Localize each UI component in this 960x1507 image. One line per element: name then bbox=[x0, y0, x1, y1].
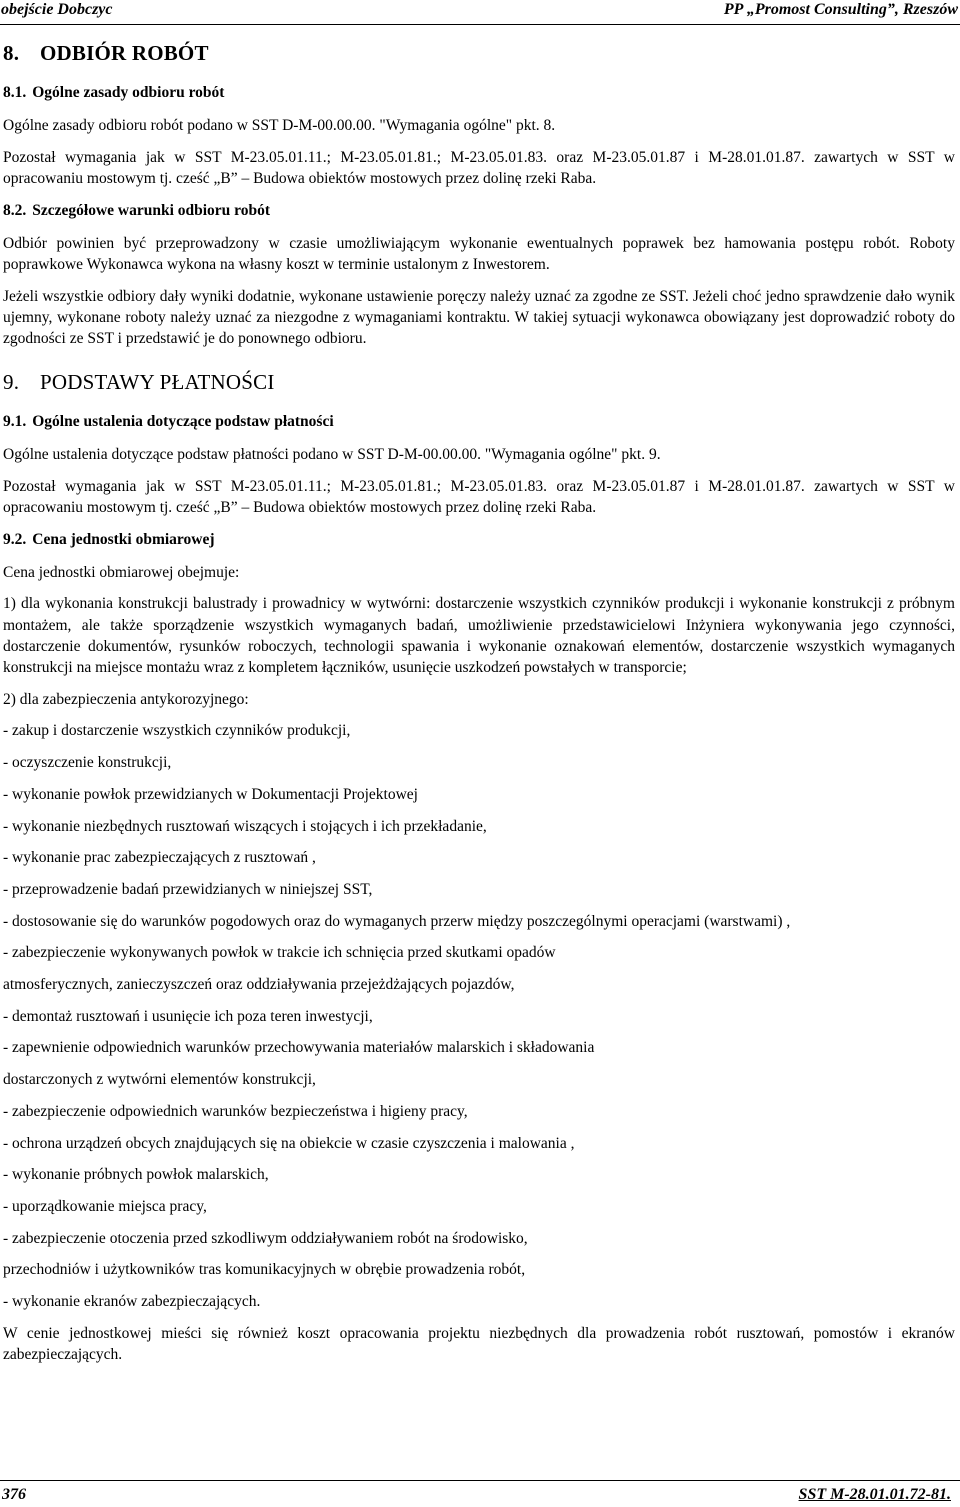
paragraph-9-1-a: Ogólne ustalenia dotyczące podstaw płatności podano w SST D-M-00.00.00. "Wymagania ogólne" pkt. 9. bbox=[3, 446, 661, 464]
subsection-8-2-number: 8.2. bbox=[3, 201, 27, 219]
list-item: - przeprowadzenie badań przewidzianych w niniejszej SST, bbox=[3, 880, 373, 898]
paragraph-9-2-closing: W cenie jednostkowej mieści się również koszt opracowania projektu niezbędnych dla prowadzenia robót rusztowań, pomostów i ekranów zabezpieczających. bbox=[3, 1324, 955, 1364]
list-item: dostarczonych z wytwórni elementów konstrukcji, bbox=[3, 1071, 316, 1089]
subsection-9-2-heading bbox=[3, 529, 955, 551]
list-item: - zapewnienie odpowiednich warunków przechowywania materiałów malarskich i składowania bbox=[3, 1039, 595, 1057]
page-number: 376 bbox=[2, 1486, 26, 1503]
list-item: - ochrona urządzeń obcych znajdujących się na obiekcie w czasie czyszczenia i malowania , bbox=[3, 1134, 575, 1152]
subsection-9-1-title: Ogólne ustalenia dotyczące podstaw płatności bbox=[32, 413, 334, 431]
list-item: atmosferycznych, zanieczyszczeń oraz oddziaływania przejeżdżających pojazdów, bbox=[3, 976, 515, 994]
page-header bbox=[0, 0, 960, 25]
header-left-text: obejście Dobczyc bbox=[1, 1, 113, 18]
list-item: - wykonanie prac zabezpieczających z rusztowań , bbox=[3, 849, 316, 867]
list-item: - oczyszczenie konstrukcji, bbox=[3, 754, 172, 772]
list-item: przechodniów i użytkowników tras komunikacyjnych w obrębie prowadzenia robót, bbox=[3, 1261, 526, 1279]
subsection-8-2-title: Szczegółowe warunki odbioru robót bbox=[32, 201, 271, 219]
list-item: - wykonanie próbnych powłok malarskich, bbox=[3, 1166, 269, 1184]
header-right-text: PP „Promost Consulting”, Rzeszów bbox=[723, 1, 958, 18]
section-9-heading bbox=[3, 367, 955, 397]
list-item: - wykonanie ekranów zabezpieczających. bbox=[3, 1293, 261, 1311]
subsection-8-1-number: 8.1. bbox=[3, 84, 27, 101]
subsection-8-2-heading bbox=[3, 200, 955, 222]
document-code: SST M-28.01.01.72-81. bbox=[798, 1486, 951, 1503]
list-item: - wykonanie niezbędnych rusztowań wiszących i stojących i ich przekładanie, bbox=[3, 817, 487, 835]
paragraph-9-2-item-1: 1) dla wykonania konstrukcji balustrady i prowadnicy w wytwórni: dostarczenie wszystkich czynników produkcji i wykonanie konstrukcji z próbnym montażem, ale także sporządzenie wszystkich wymaganych badań, umożliwienie przedstawicielowi Inżyniera wykonywania jego czynności, dostarczenie dokumentów, rysunków roboczych, technologii spawania i wykonanie oznakowań elementów, dostarczenie wszystkich wymaganych konstrukcji na miejsce montażu wraz z kompletem łączników, usunięcie uszkodzeń powstałych w transporcie; bbox=[3, 595, 955, 677]
paragraph-8-1-a: Ogólne zasady odbioru robót podano w SST D-M-00.00.00. "Wymagania ogólne" pkt. 8. bbox=[3, 117, 556, 134]
document-body bbox=[3, 38, 955, 1376]
subsection-8-1-heading bbox=[3, 82, 955, 104]
page-footer bbox=[0, 1480, 960, 1507]
paragraph-8-2-a: Odbiór powinien być przeprowadzony w czasie umożliwiającym wykonanie ewentualnych poprawek bez hamowania postępu robót. Roboty poprawkowe Wykonawca wykona na własny koszt w terminie ustalonym z Inwestorem. bbox=[3, 234, 955, 273]
subsection-9-2-number: 9.2. bbox=[3, 530, 27, 548]
paragraph-9-2-intro: Cena jednostki obmiarowej obejmuje: bbox=[3, 563, 240, 581]
section-8-heading bbox=[3, 38, 955, 68]
paragraph-9-1-b: Pozostał wymagania jak w SST M-23.05.01.11.; M-23.05.01.81.; M-23.05.01.83. oraz M-23.05.01.87 i M-28.01.01.87. zawartych w SST w opracowaniu mostowym tj. cześć „B” – Budowa obiektów mostowych przez dolinę rzeki Raba. bbox=[3, 477, 955, 517]
cost-items-list bbox=[3, 720, 955, 1312]
list-item: - zabezpieczenie odpowiednich warunków bezpieczeństwa i higieny pracy, bbox=[3, 1102, 468, 1120]
list-item: - dostosowanie się do warunków pogodowych oraz do wymaganych przerw między poszczególnymi operacjami (warstwami) , bbox=[3, 912, 791, 930]
paragraph-8-2-b: Jeżeli wszystkie odbiory dały wyniki dodatnie, wykonane ustawienie poręczy należy uznać za zgodne ze SST. Jeżeli choć jedno sprawdzenie dało wynik ujemny, wykonane roboty należy uznać za niezgodne z wymaganiami kontraktu. W takiej sytuacji wykonawca obowiązany jest doprowadzić roboty do zgodności ze SST i przedstawić je do ponownego odbioru. bbox=[3, 287, 955, 347]
list-item: - uporządkowanie miejsca pracy, bbox=[3, 1198, 207, 1215]
list-item: - demontaż rusztowań i usunięcie ich poza teren inwestycji, bbox=[3, 1007, 373, 1025]
section-8-title: ODBIÓR ROBÓT bbox=[40, 41, 209, 65]
subsection-9-1-heading bbox=[3, 411, 955, 433]
subsection-9-1-number: 9.1. bbox=[3, 413, 27, 431]
paragraph-8-1-b: Pozostał wymagania jak w SST M-23.05.01.11.; M-23.05.01.81.; M-23.05.01.83. oraz M-23.05.01.87 i M-28.01.01.87. zawartych w SST w opracowaniu mostowym tj. cześć „B” – Budowa obiektów mostowych przez dolinę rzeki Raba. bbox=[3, 148, 955, 187]
list-item: - zabezpieczenie wykonywanych powłok w trakcie ich schnięcia przed skutkami opadów bbox=[3, 944, 556, 962]
subsection-8-1-title: Ogólne zasady odbioru robót bbox=[32, 84, 225, 101]
paragraph-9-2-item-2: 2) dla zabezpieczenia antykorozyjnego: bbox=[3, 690, 249, 708]
section-9-title: PODSTAWY PŁATNOŚCI bbox=[40, 370, 275, 395]
list-item: - zakup i dostarczenie wszystkich czynników produkcji, bbox=[3, 722, 351, 740]
list-item: - zabezpieczenie otoczenia przed szkodliwym oddziaływaniem robót na środowisko, bbox=[3, 1229, 528, 1247]
section-9-number: 9. bbox=[3, 370, 20, 395]
list-item: - wykonanie powłok przewidzianych w Dokumentacji Projektowej bbox=[3, 785, 418, 803]
section-8-number: 8. bbox=[3, 41, 20, 65]
subsection-9-2-title: Cena jednostki obmiarowej bbox=[32, 530, 215, 548]
